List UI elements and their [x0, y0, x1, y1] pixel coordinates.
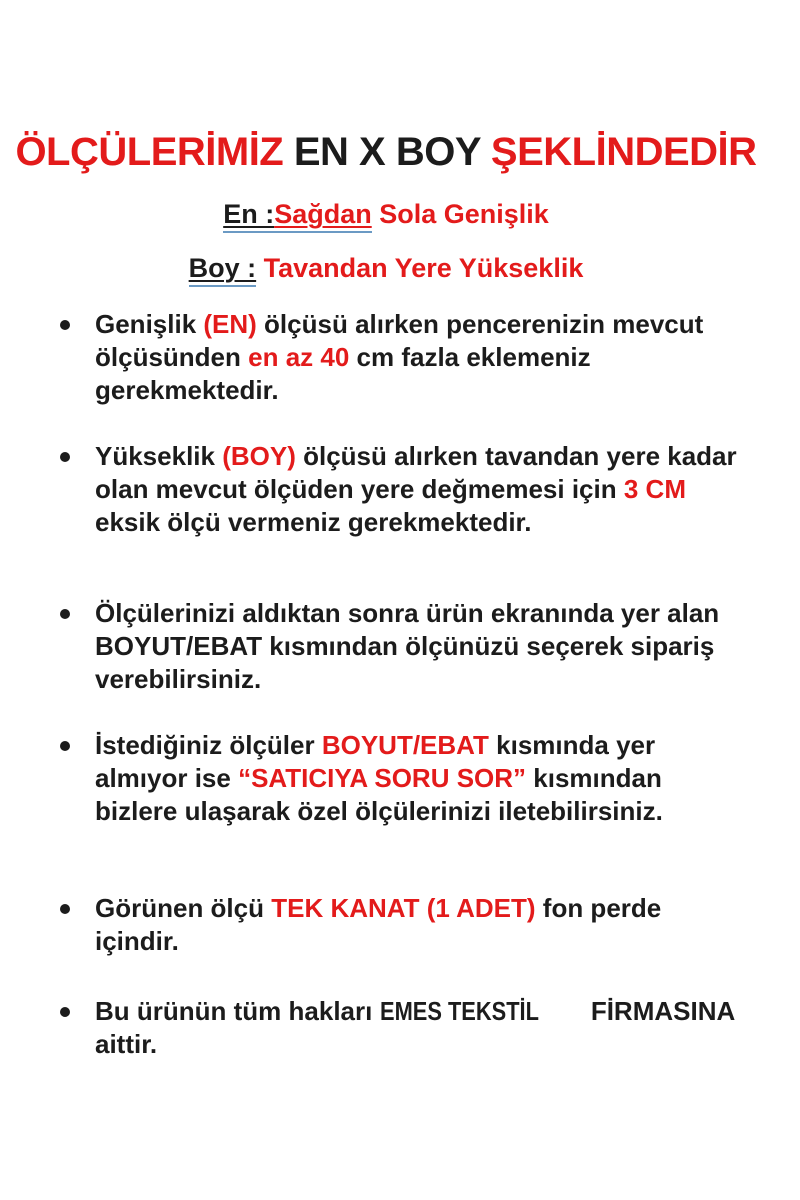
list-item-width-rule: [58, 308, 748, 407]
list-item-single-panel-note: [58, 892, 748, 958]
list-item-order-instructions: [58, 597, 748, 696]
subtitle-en-rest: Sola Genişlik: [371, 199, 549, 229]
subtitle-boy-rest: Tavandan Yere Yükseklik: [256, 253, 584, 283]
subtitle-en-underlined-group: [223, 198, 372, 233]
subtitle-en-label: En :: [223, 199, 275, 229]
text-segment: fon perde içindir.: [95, 893, 662, 956]
text-segment-tek-kanat: TEK KANAT (1 ADET): [271, 893, 536, 923]
text-segment: kısmında yer almıyor ise: [95, 730, 656, 793]
text-segment-firmasina: FİRMASINA aittir.: [95, 996, 735, 1059]
subtitle-boy-underlined-group: [189, 252, 257, 287]
subtitle-boy: [0, 252, 772, 287]
text-segment: ölçüsü alırken pencerenizin mevcut ölçüsünden: [95, 309, 704, 372]
list-item-copyright: [58, 995, 748, 1061]
measurement-notes-list: [0, 308, 800, 1061]
text-segment: Bu ürünün tüm hakları: [95, 996, 380, 1026]
text-segment-brand-emes-tekstil: EMES TEKSTİL: [379, 996, 539, 1026]
text-segment-en: (EN): [203, 309, 257, 339]
text-segment: Görünen ölçü: [95, 893, 272, 923]
list-item-height-rule: [58, 440, 748, 539]
title-segment-en-x-boy: EN X BOY: [293, 130, 491, 174]
subtitle-en: [0, 198, 772, 233]
subtitle-boy-label: Boy :: [188, 253, 257, 283]
text-segment: cm fazla eklemeniz gerekmektedir.: [95, 342, 591, 405]
text-segment: Yükseklik: [95, 441, 223, 471]
text-segment-boyut-ebat: BOYUT/EBAT: [321, 730, 489, 760]
text-segment-en-az-40: en az 40: [248, 342, 350, 372]
subtitle-en-word-sagdan: Sağdan: [274, 199, 372, 229]
text-segment: Ölçülerinizi aldıktan sonra ürün ekranında yer alan BOYUT/EBAT kısmından ölçünüzü seçerek sipariş verebilirsiniz.: [95, 598, 720, 694]
text-segment-3-cm: 3 CM: [623, 474, 686, 504]
text-segment: kısmından bizlere ulaşarak özel ölçülerinizi iletebilirsiniz.: [95, 763, 663, 826]
page-title: [0, 130, 772, 174]
text-segment: ölçüsü alırken tavandan yere kadar olan mevcut ölçüden yere değmemesi için: [95, 441, 737, 504]
list-item-custom-size-contact: [58, 729, 748, 828]
text-segment: Genişlik: [95, 309, 204, 339]
title-segment-olculerimiz: ÖLÇÜLERİMİZ: [15, 130, 294, 174]
title-segment-seklindedir: ŞEKLİNDEDİR: [490, 130, 757, 174]
text-segment-saticiya-soru-sor: “SATICIYA SORU SOR”: [238, 763, 527, 793]
text-segment: eksik ölçü vermeniz gerekmektedir.: [95, 507, 532, 537]
text-segment: İstediğiniz ölçüler: [95, 730, 322, 760]
text-segment-boy: (BOY): [222, 441, 296, 471]
header-block: [0, 130, 772, 287]
